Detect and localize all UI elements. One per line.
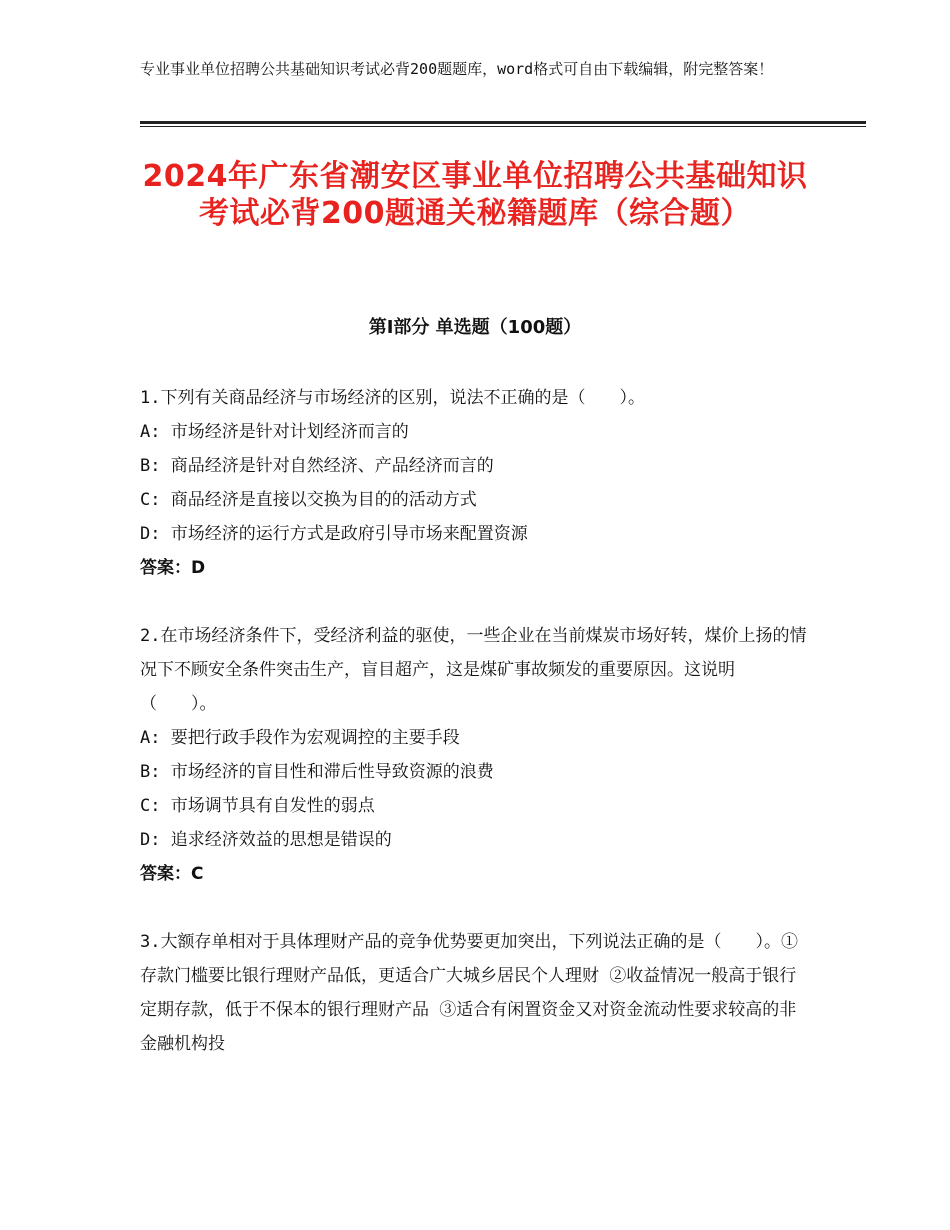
option-a: A: 市场经济是针对计划经济而言的 <box>140 422 409 442</box>
option-c: C: 市场调节具有自发性的弱点 <box>140 796 375 816</box>
header-rule-thick <box>140 121 866 124</box>
question-list <box>140 381 810 1095</box>
question-stem: 2.在市场经济条件下，受经济利益的驱使，一些企业在当前煤炭市场好转，煤价上扬的情况下不顾安全条件突击生产，盲目超产，这是煤矿事故频发的重要原因。这说明（ ）。 <box>140 626 807 714</box>
option-b: B: 市场经济的盲目性和滞后性导致资源的浪费 <box>140 762 494 782</box>
option-a: A: 要把行政手段作为宏观调控的主要手段 <box>140 728 460 748</box>
answer: 答案：D <box>140 558 206 578</box>
document-title: 2024年广东省潮安区事业单位招聘公共基础知识考试必背200题通关秘籍题库（综合题） <box>142 159 808 231</box>
question-stem: 3.大额存单相对于具体理财产品的竞争优势要更加突出，下列说法正确的是（ ）。①存款门槛要比银行理财产品低，更适合广大城乡居民个人理财 ②收益情况一般高于银行定期存款，低于不保本的银行理财产品 ③适合有闲置资金又对资金流动性要求较高的非金融机构投 <box>140 932 798 1054</box>
option-c: C: 商品经济是直接以交换为目的的活动方式 <box>140 490 477 510</box>
question-3 <box>140 925 810 1061</box>
option-d: D: 市场经济的运行方式是政府引导市场来配置资源 <box>140 524 528 544</box>
question-1 <box>140 381 810 585</box>
section-title: 第Ⅰ部分 单选题（100题） <box>368 317 582 338</box>
answer: 答案：C <box>140 864 204 884</box>
header-note: 专业事业单位招聘公共基础知识考试必背200题题库，word格式可自由下载编辑，附完整答案！ <box>140 60 774 78</box>
header-rule-thin <box>140 126 866 127</box>
question-stem: 1.下列有关商品经济与市场经济的区别，说法不正确的是（ ）。 <box>140 388 645 408</box>
option-d: D: 追求经济效益的思想是错误的 <box>140 830 392 850</box>
option-b: B: 商品经济是针对自然经济、产品经济而言的 <box>140 456 494 476</box>
question-2 <box>140 619 810 891</box>
